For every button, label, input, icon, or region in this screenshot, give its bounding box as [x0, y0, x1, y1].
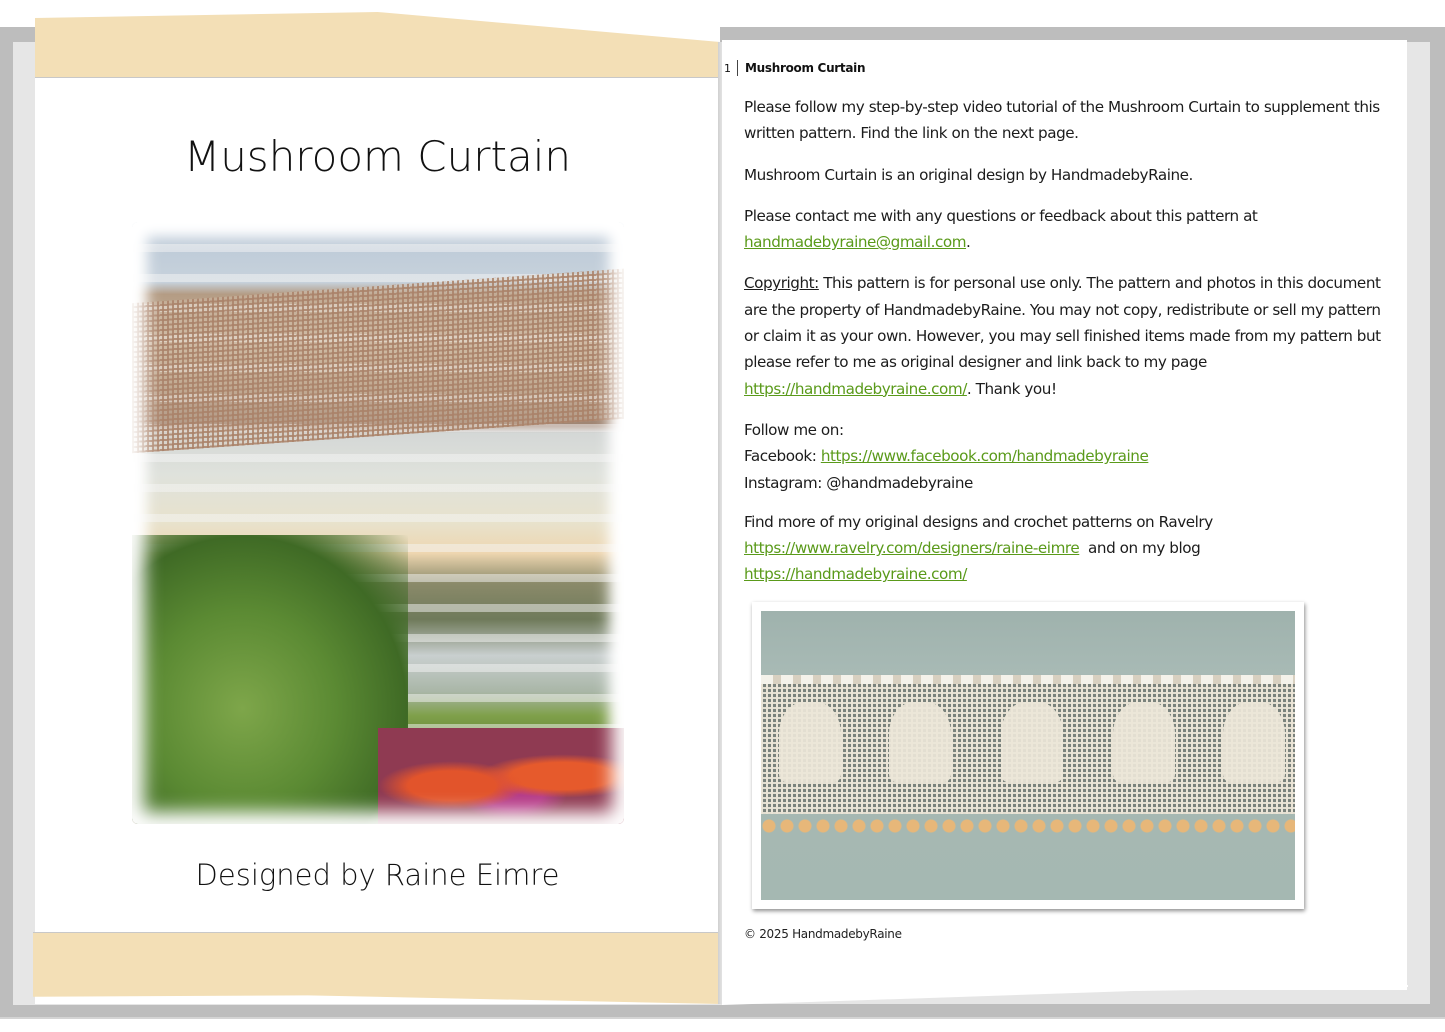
photo-vignette [132, 222, 624, 824]
curtain-rod [761, 675, 1295, 684]
website-link[interactable]: https://handmadebyraine.com/ [744, 379, 967, 398]
mushroom-motif [1223, 702, 1285, 782]
social-paragraph [744, 417, 1394, 496]
blog-link[interactable]: https://handmadebyraine.com/ [744, 565, 967, 584]
cover-title: Mushroom Curtain [183, 132, 572, 181]
copyright-end: . Thank you! [966, 379, 1057, 398]
cover-photo [132, 222, 624, 824]
filet-lace [761, 684, 1295, 814]
copyright-text: This pattern is for personal use only. The pattern and photos in this document are the property of HandmadebyRaine. You may not copy, redistribute or sell my pattern or claim it as your own. However, you may sell finished items made from my pattern but please refer to me as original designer and link back to my page [744, 274, 1381, 372]
cover-bottom-band [33, 932, 720, 1004]
contact-paragraph [744, 203, 1394, 256]
instagram-handle: Instagram: @handmadebyraine [744, 473, 973, 492]
header-title: Mushroom Curtain [745, 61, 866, 75]
follow-label: Follow me on: [744, 420, 844, 439]
mushroom-motif [889, 702, 951, 782]
intro-paragraph: Please follow my step-by-step video tutorial of the Mushroom Curtain to supplement this written pattern. Find the link on the next page. [744, 98, 1380, 143]
copyright-footer: © 2025 HandmadebyRaine [744, 927, 902, 941]
ravelry-paragraph [744, 509, 1394, 588]
ravelry-link[interactable]: https://www.ravelry.com/designers/raine-eimre [744, 539, 1080, 558]
facebook-label: Facebook: [744, 447, 821, 466]
picot-trim [761, 814, 1295, 834]
ravelry-text: Find more of my original designs and crochet patterns on Ravelry [744, 512, 1213, 531]
original-design-paragraph: Mushroom Curtain is an original design by HandmadebyRaine. [744, 165, 1193, 184]
curtain-photo [761, 611, 1295, 900]
email-link[interactable]: handmadebyraine@gmail.com [744, 233, 967, 252]
page-header [724, 59, 865, 77]
header-divider [737, 60, 738, 76]
book-bottom-edge [0, 1017, 1445, 1019]
contact-text: Please contact me with any questions or feedback about this pattern at [744, 206, 1258, 225]
copyright-label: Copyright: [744, 274, 819, 293]
cover-designer: Designed by Raine Eimre [195, 858, 560, 892]
mushroom-motif [779, 702, 841, 782]
mushroom-motif [1113, 702, 1175, 782]
page-body [744, 94, 1394, 603]
contact-end: . [966, 233, 971, 252]
blog-text: and on my blog [1079, 539, 1201, 558]
facebook-link[interactable]: https://www.facebook.com/handmadebyraine [820, 447, 1149, 466]
mushroom-motif [1001, 702, 1063, 782]
page-number: 1 [724, 61, 731, 75]
copyright-paragraph [744, 270, 1394, 401]
curtain-photo-frame [752, 602, 1304, 909]
